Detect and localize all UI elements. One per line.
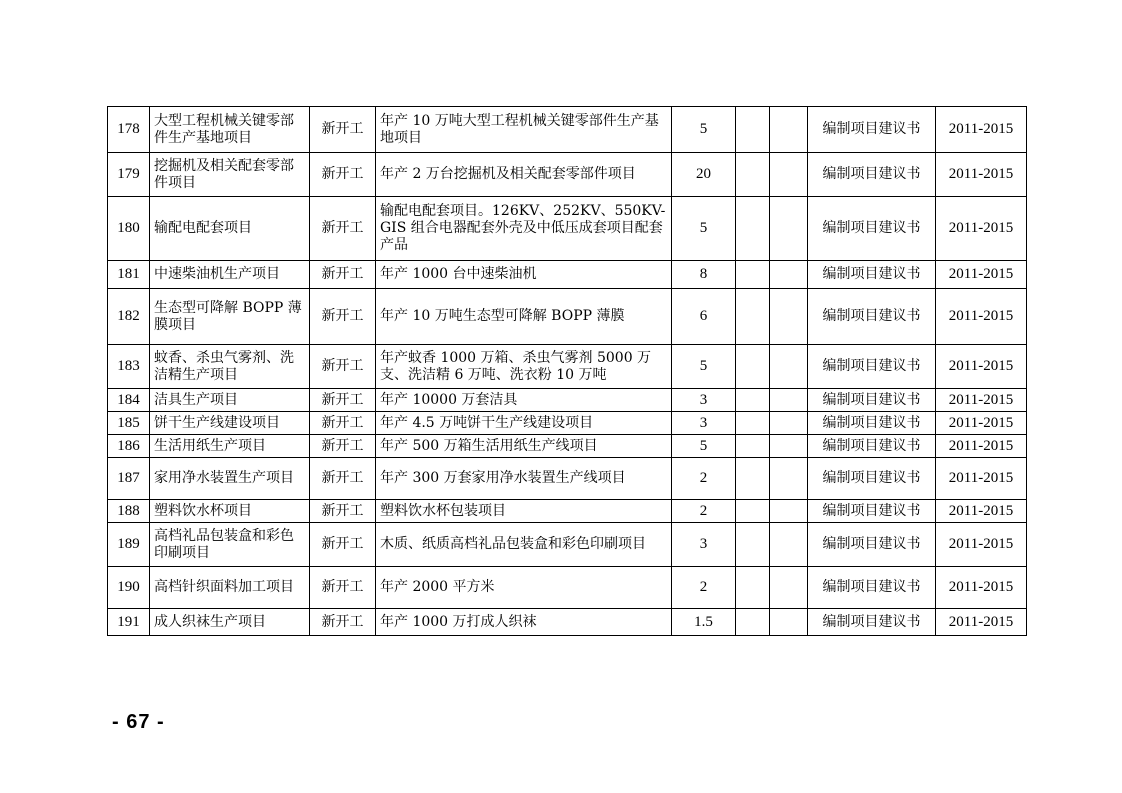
empty-cell	[736, 435, 770, 458]
construction-type: 新开工	[310, 412, 376, 435]
investment-amount: 5	[672, 107, 736, 153]
row-number: 181	[108, 261, 150, 289]
construction-type: 新开工	[310, 197, 376, 261]
project-content: 年产蚊香 1000 万箱、杀虫气雾剂 5000 万支、洗洁精 6 万吨、洗衣粉 10 万吨	[376, 345, 672, 389]
empty-cell	[770, 261, 808, 289]
row-number: 190	[108, 567, 150, 609]
row-number: 184	[108, 389, 150, 412]
progress-status: 编制项目建议书	[808, 289, 936, 345]
construction-period: 2011-2015	[936, 261, 1027, 289]
construction-type: 新开工	[310, 389, 376, 412]
table-row	[108, 458, 1027, 500]
project-content: 年产 1000 万打成人织袜	[376, 609, 672, 636]
construction-type: 新开工	[310, 153, 376, 197]
construction-period: 2011-2015	[936, 197, 1027, 261]
progress-status: 编制项目建议书	[808, 345, 936, 389]
empty-cell	[770, 458, 808, 500]
project-name: 高档针织面料加工项目	[150, 567, 310, 609]
construction-period: 2011-2015	[936, 153, 1027, 197]
project-content: 年产 2000 平方米	[376, 567, 672, 609]
construction-period: 2011-2015	[936, 107, 1027, 153]
investment-amount: 3	[672, 412, 736, 435]
empty-cell	[770, 435, 808, 458]
construction-period: 2011-2015	[936, 500, 1027, 523]
table-row	[108, 412, 1027, 435]
empty-cell	[770, 609, 808, 636]
construction-type: 新开工	[310, 458, 376, 500]
table-row	[108, 389, 1027, 412]
investment-amount: 3	[672, 523, 736, 567]
construction-type: 新开工	[310, 289, 376, 345]
project-name: 中速柴油机生产项目	[150, 261, 310, 289]
construction-type: 新开工	[310, 500, 376, 523]
empty-cell	[736, 412, 770, 435]
construction-period: 2011-2015	[936, 345, 1027, 389]
empty-cell	[736, 289, 770, 345]
project-content: 年产 300 万套家用净水装置生产线项目	[376, 458, 672, 500]
progress-status: 编制项目建议书	[808, 197, 936, 261]
progress-status: 编制项目建议书	[808, 389, 936, 412]
empty-cell	[736, 261, 770, 289]
progress-status: 编制项目建议书	[808, 107, 936, 153]
investment-amount: 5	[672, 345, 736, 389]
table-row	[108, 345, 1027, 389]
empty-cell	[770, 197, 808, 261]
progress-status: 编制项目建议书	[808, 458, 936, 500]
project-name: 塑料饮水杯项目	[150, 500, 310, 523]
empty-cell	[736, 500, 770, 523]
investment-amount: 1.5	[672, 609, 736, 636]
table-row	[108, 609, 1027, 636]
row-number: 179	[108, 153, 150, 197]
project-name: 蚊香、杀虫气雾剂、洗洁精生产项目	[150, 345, 310, 389]
table-row	[108, 500, 1027, 523]
progress-status: 编制项目建议书	[808, 500, 936, 523]
empty-cell	[770, 345, 808, 389]
project-name: 大型工程机械关键零部件生产基地项目	[150, 107, 310, 153]
project-name: 洁具生产项目	[150, 389, 310, 412]
project-table	[107, 106, 1027, 636]
construction-period: 2011-2015	[936, 289, 1027, 345]
project-content: 年产 10 万吨大型工程机械关键零部件生产基地项目	[376, 107, 672, 153]
project-content: 年产 4.5 万吨饼干生产线建设项目	[376, 412, 672, 435]
empty-cell	[736, 107, 770, 153]
empty-cell	[770, 500, 808, 523]
table-row	[108, 197, 1027, 261]
empty-cell	[770, 412, 808, 435]
progress-status: 编制项目建议书	[808, 523, 936, 567]
empty-cell	[770, 153, 808, 197]
row-number: 187	[108, 458, 150, 500]
construction-type: 新开工	[310, 261, 376, 289]
empty-cell	[736, 345, 770, 389]
project-name: 成人织袜生产项目	[150, 609, 310, 636]
project-name: 高档礼品包装盒和彩色印刷项目	[150, 523, 310, 567]
empty-cell	[770, 289, 808, 345]
project-content: 年产 1000 台中速柴油机	[376, 261, 672, 289]
row-number: 180	[108, 197, 150, 261]
table-body	[108, 107, 1027, 636]
investment-amount: 2	[672, 458, 736, 500]
construction-period: 2011-2015	[936, 458, 1027, 500]
row-number: 183	[108, 345, 150, 389]
page-number: - 67 -	[112, 711, 165, 733]
row-number: 185	[108, 412, 150, 435]
investment-amount: 5	[672, 197, 736, 261]
construction-type: 新开工	[310, 107, 376, 153]
project-name: 挖掘机及相关配套零部件项目	[150, 153, 310, 197]
project-name: 家用净水装置生产项目	[150, 458, 310, 500]
construction-period: 2011-2015	[936, 412, 1027, 435]
table-row	[108, 523, 1027, 567]
investment-amount: 3	[672, 389, 736, 412]
construction-type: 新开工	[310, 435, 376, 458]
empty-cell	[736, 567, 770, 609]
project-name: 输配电配套项目	[150, 197, 310, 261]
project-name: 生态型可降解 BOPP 薄膜项目	[150, 289, 310, 345]
row-number: 182	[108, 289, 150, 345]
row-number: 189	[108, 523, 150, 567]
empty-cell	[736, 523, 770, 567]
row-number: 186	[108, 435, 150, 458]
investment-amount: 20	[672, 153, 736, 197]
table-row	[108, 567, 1027, 609]
construction-type: 新开工	[310, 609, 376, 636]
row-number: 191	[108, 609, 150, 636]
table-row	[108, 289, 1027, 345]
construction-type: 新开工	[310, 567, 376, 609]
empty-cell	[770, 567, 808, 609]
construction-period: 2011-2015	[936, 389, 1027, 412]
progress-status: 编制项目建议书	[808, 435, 936, 458]
project-name: 生活用纸生产项目	[150, 435, 310, 458]
project-content: 输配电配套项目。126KV、252KV、550KV-GIS 组合电器配套外壳及中低压成套项目配套产品	[376, 197, 672, 261]
investment-amount: 6	[672, 289, 736, 345]
project-content: 年产 10 万吨生态型可降解 BOPP 薄膜	[376, 289, 672, 345]
project-content: 年产 500 万箱生活用纸生产线项目	[376, 435, 672, 458]
progress-status: 编制项目建议书	[808, 261, 936, 289]
project-content: 木质、纸质高档礼品包装盒和彩色印刷项目	[376, 523, 672, 567]
empty-cell	[770, 523, 808, 567]
construction-type: 新开工	[310, 523, 376, 567]
row-number: 178	[108, 107, 150, 153]
construction-period: 2011-2015	[936, 609, 1027, 636]
construction-type: 新开工	[310, 345, 376, 389]
empty-cell	[736, 458, 770, 500]
investment-amount: 2	[672, 567, 736, 609]
empty-cell	[736, 389, 770, 412]
construction-period: 2011-2015	[936, 567, 1027, 609]
table-row	[108, 261, 1027, 289]
project-content: 年产 10000 万套洁具	[376, 389, 672, 412]
table-row	[108, 153, 1027, 197]
construction-period: 2011-2015	[936, 523, 1027, 567]
empty-cell	[736, 609, 770, 636]
table-row	[108, 107, 1027, 153]
progress-status: 编制项目建议书	[808, 412, 936, 435]
project-content: 塑料饮水杯包装项目	[376, 500, 672, 523]
investment-amount: 5	[672, 435, 736, 458]
row-number: 188	[108, 500, 150, 523]
progress-status: 编制项目建议书	[808, 609, 936, 636]
empty-cell	[736, 197, 770, 261]
construction-period: 2011-2015	[936, 435, 1027, 458]
progress-status: 编制项目建议书	[808, 567, 936, 609]
project-content: 年产 2 万台挖掘机及相关配套零部件项目	[376, 153, 672, 197]
empty-cell	[770, 389, 808, 412]
empty-cell	[770, 107, 808, 153]
progress-status: 编制项目建议书	[808, 153, 936, 197]
table-row	[108, 435, 1027, 458]
investment-amount: 2	[672, 500, 736, 523]
investment-amount: 8	[672, 261, 736, 289]
project-name: 饼干生产线建设项目	[150, 412, 310, 435]
empty-cell	[736, 153, 770, 197]
